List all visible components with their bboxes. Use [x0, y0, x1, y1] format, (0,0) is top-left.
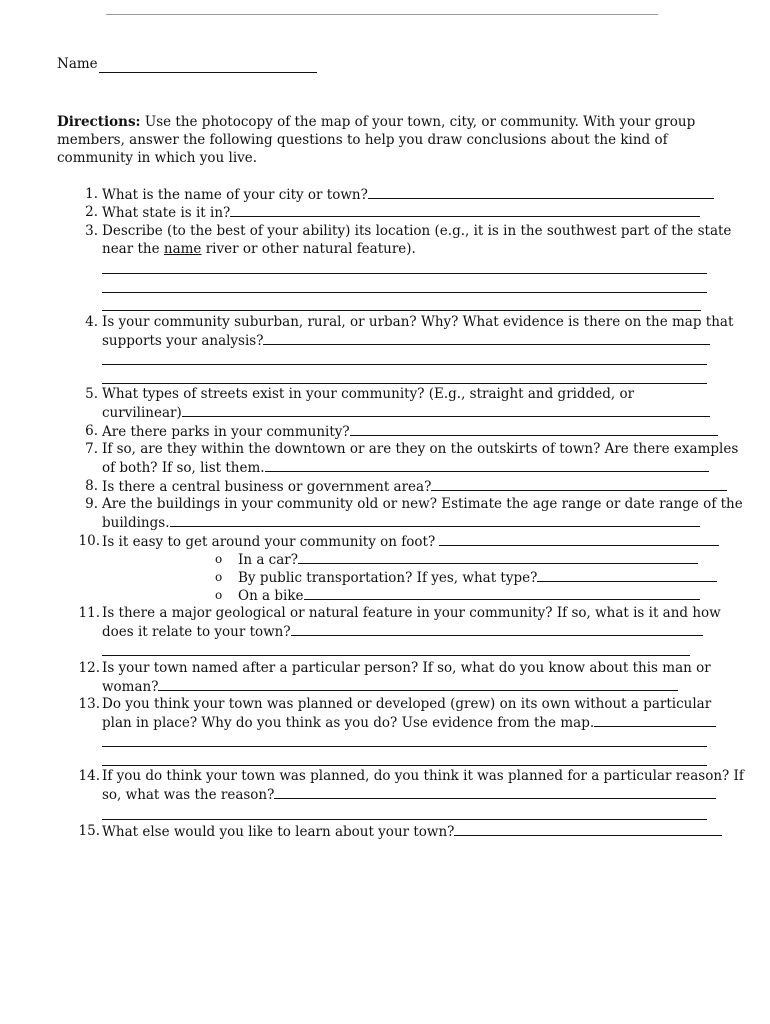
question-14	[78, 767, 744, 804]
question-number: 5.	[85, 386, 98, 402]
answer-blank[interactable]	[368, 185, 714, 199]
question-10	[78, 532, 719, 551]
answer-blank[interactable]	[304, 586, 700, 600]
question-text-line2: so, what was the reason?	[102, 787, 275, 804]
question-number: 12.	[78, 660, 100, 676]
question-text: Are there parks in your community?	[102, 424, 350, 440]
answer-line[interactable]	[102, 364, 707, 365]
answer-blank[interactable]	[265, 458, 709, 472]
question-5	[85, 385, 710, 422]
sub-question-bike	[215, 586, 700, 605]
question-text-part: near the	[102, 241, 164, 258]
directions-label: Directions:	[57, 114, 141, 130]
question-text: What state is it in?	[102, 205, 231, 221]
bullet-icon: o	[215, 588, 223, 602]
answer-line[interactable]	[102, 655, 690, 656]
question-text: Is your community suburban, rural, or urban? Why? What evidence is there on the map that	[102, 314, 734, 330]
answer-blank[interactable]	[263, 331, 710, 345]
question-text: Is there a major geological or natural feature in your community? If so, what is it and how	[102, 605, 721, 621]
answer-blank[interactable]	[350, 422, 718, 436]
question-4	[85, 313, 734, 350]
question-3	[85, 222, 732, 258]
question-13	[78, 695, 716, 732]
sub-question-text: On a bike	[238, 588, 304, 604]
answer-blank[interactable]	[537, 568, 717, 582]
question-number: 13.	[78, 696, 100, 712]
question-number: 8.	[85, 478, 98, 494]
question-number: 15.	[78, 823, 100, 839]
question-text: What types of streets exist in your community? (E.g., straight and gridded, or	[102, 386, 635, 402]
sub-question-text: In a car?	[238, 552, 298, 568]
question-number: 9.	[85, 496, 98, 512]
question-1	[85, 185, 714, 204]
bullet-icon: o	[215, 552, 223, 566]
question-7	[85, 440, 739, 477]
answer-blank[interactable]	[431, 477, 727, 491]
header-rule	[106, 14, 658, 15]
question-2	[85, 203, 700, 222]
question-8	[85, 477, 727, 496]
question-text: If so, are they within the downtown or are they on the outskirts of town? Are there examples	[102, 441, 739, 457]
question-number: 14.	[78, 768, 100, 784]
question-15	[78, 822, 722, 841]
question-text: Is your town named after a particular person? If so, what do you know about this man or	[102, 660, 711, 676]
answer-blank[interactable]	[158, 677, 678, 691]
question-text-part: river or other natural feature).	[201, 241, 416, 258]
question-text: What else would you like to learn about your town?	[102, 824, 455, 840]
question-text-line2: of both? If so, list them.	[102, 460, 265, 477]
sub-question-car	[215, 550, 698, 569]
answer-line[interactable]	[102, 383, 707, 384]
question-number: 2.	[85, 204, 98, 220]
answer-blank[interactable]	[439, 532, 719, 546]
question-6	[85, 422, 718, 441]
question-text: If you do think your town was planned, do you think it was planned for a particular reason? If	[102, 768, 744, 784]
answer-blank[interactable]	[298, 550, 698, 564]
name-label: Name	[57, 56, 98, 72]
answer-blank[interactable]	[291, 622, 703, 636]
answer-blank[interactable]	[230, 203, 700, 217]
question-text-line2	[102, 240, 731, 258]
question-text: Do you think your town was planned or developed (grew) on its own without a particular	[102, 696, 712, 712]
directions	[57, 113, 713, 168]
answer-line[interactable]	[102, 819, 707, 820]
question-text-line2: woman?	[102, 679, 159, 696]
question-text-line2: plan in place? Why do you think as you do? Use evidence from the map.	[102, 715, 595, 732]
directions-text: Use the photocopy of the map of your town, city, or community. With your group members, answer the following questions to help you draw conclusions about the kind of community in which you live.	[57, 114, 696, 167]
question-text-line2: curvilinear)	[102, 405, 182, 422]
question-text: Is there a central business or government area?	[102, 479, 432, 495]
question-11	[78, 604, 721, 641]
question-9	[85, 495, 743, 532]
bullet-icon: o	[215, 570, 223, 584]
answer-line[interactable]	[102, 746, 707, 747]
name-blank[interactable]	[99, 58, 317, 73]
question-number: 11.	[78, 605, 100, 621]
answer-line[interactable]	[102, 273, 707, 274]
answer-blank[interactable]	[274, 785, 716, 799]
answer-blank[interactable]	[594, 713, 716, 727]
name-row	[57, 55, 317, 73]
answer-line[interactable]	[102, 765, 707, 766]
question-number: 10.	[78, 533, 100, 549]
answer-blank[interactable]	[170, 513, 700, 527]
question-text: Are the buildings in your community old or new? Estimate the age range or date range of the	[102, 496, 743, 512]
question-text: Is it easy to get around your community on foot?	[102, 534, 440, 550]
answer-line[interactable]	[102, 310, 701, 311]
question-number: 3.	[85, 223, 98, 239]
question-text-line2: buildings.	[102, 515, 170, 532]
answer-blank[interactable]	[454, 822, 722, 836]
question-text-line2: supports your analysis?	[102, 333, 264, 350]
question-number: 7.	[85, 441, 98, 457]
question-text: What is the name of your city or town?	[102, 187, 368, 203]
answer-blank[interactable]	[182, 403, 710, 417]
question-number: 4.	[85, 314, 98, 330]
sub-question-text: By public transportation? If yes, what type?	[238, 570, 538, 586]
underlined-word: name	[163, 241, 202, 258]
question-number: 1.	[85, 186, 98, 202]
answer-line[interactable]	[102, 292, 707, 293]
question-text: Describe (to the best of your ability) its location (e.g., it is in the southwest part of the state	[102, 223, 732, 239]
question-number: 6.	[85, 423, 98, 439]
question-12	[78, 659, 711, 696]
question-text-line2: does it relate to your town?	[102, 624, 291, 641]
sub-question-public-transport	[215, 568, 717, 587]
